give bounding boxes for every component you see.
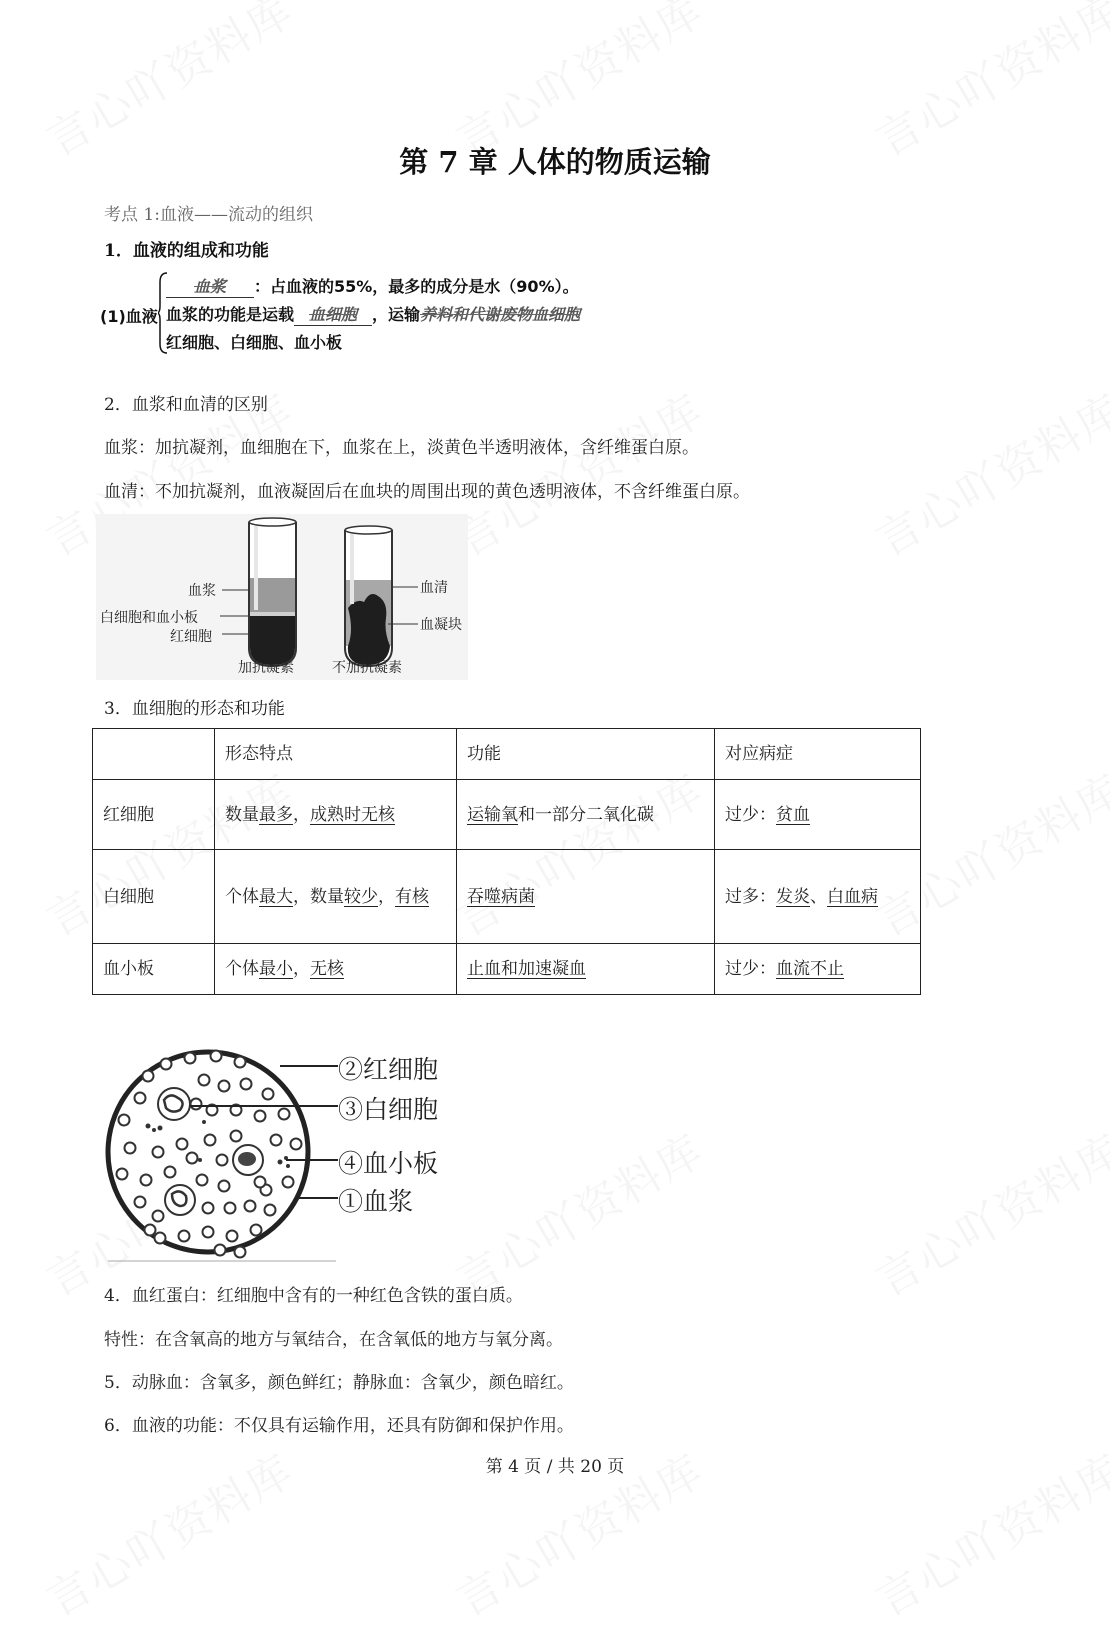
table-header-cell: 形态特点 bbox=[215, 729, 457, 780]
blood-composition-bracket bbox=[100, 268, 660, 358]
white-blood-cell bbox=[158, 1088, 190, 1120]
red-blood-cell bbox=[141, 1175, 152, 1186]
cell-name: 红细胞 bbox=[93, 780, 215, 850]
red-blood-cell bbox=[211, 1051, 222, 1062]
red-blood-cell bbox=[255, 1177, 266, 1188]
test-tube-figure bbox=[96, 514, 468, 680]
underlined-answer: 有核 bbox=[395, 886, 429, 907]
underlined-answer: 最多 bbox=[259, 804, 293, 825]
red-blood-cell bbox=[177, 1139, 188, 1150]
cell-function bbox=[457, 944, 715, 995]
serum-description: 血清：不加抗凝剂，血液凝固后在血块的周围出现的黄色透明液体，不含纤维蛋白原。 bbox=[104, 482, 750, 502]
underlined-answer: 白血病 bbox=[827, 886, 878, 907]
caption-anticoagulant: 加抗凝素 bbox=[238, 660, 294, 676]
label-plasma: ①血浆 bbox=[338, 1187, 414, 1216]
underlined-answer: 无核 bbox=[310, 959, 344, 979]
cell-morph bbox=[215, 850, 457, 944]
table-row bbox=[93, 780, 921, 850]
section-2-heading: 2．血浆和血清的区别 bbox=[104, 395, 268, 415]
cell-text: ， bbox=[293, 959, 310, 979]
red-blood-cell bbox=[251, 1225, 262, 1236]
red-blood-cell bbox=[219, 1081, 230, 1092]
table-row bbox=[93, 850, 921, 944]
table-header-row bbox=[93, 729, 921, 780]
red-blood-cell bbox=[235, 1247, 246, 1258]
plasma-description: 血浆：加抗凝剂，血细胞在下，血浆在上，淡黄色半透明液体，含纤维蛋白原。 bbox=[104, 438, 699, 458]
red-blood-cell bbox=[203, 1203, 214, 1214]
watermark-text bbox=[862, 375, 1110, 568]
underlined-answer: 贫血 bbox=[776, 804, 810, 825]
red-blood-cell bbox=[145, 1225, 156, 1236]
cell-disease bbox=[715, 944, 921, 995]
cell-disease bbox=[715, 850, 921, 944]
red-blood-cell bbox=[153, 1211, 164, 1222]
table-header-cell: 功能 bbox=[457, 729, 715, 780]
hemoglobin-property: 特性：在含氧高的地方与氧结合，在含氧低的地方与氧分离。 bbox=[104, 1330, 563, 1350]
red-blood-cell bbox=[263, 1089, 274, 1100]
red-blood-cell bbox=[283, 1177, 294, 1188]
blood-cell-table bbox=[92, 728, 921, 995]
red-blood-cell bbox=[265, 1205, 276, 1216]
cell-text: 个体 bbox=[225, 886, 259, 907]
label-wbc-platelet: 白细胞和血小板 bbox=[100, 610, 198, 626]
label-red-blood-cell: ②红细胞 bbox=[338, 1055, 439, 1084]
test-tube-drawing bbox=[96, 514, 468, 680]
white-blood-cell bbox=[233, 1145, 263, 1175]
red-blood-cell bbox=[215, 1245, 226, 1256]
blank-plasma: 血浆 bbox=[166, 274, 254, 298]
underlined-answer: 吞噬病菌 bbox=[467, 886, 535, 907]
red-blood-cell bbox=[235, 1057, 246, 1068]
red-blood-cell bbox=[255, 1111, 266, 1122]
label-platelet: ④血小板 bbox=[338, 1149, 439, 1178]
red-blood-cell bbox=[225, 1203, 236, 1214]
red-blood-cell bbox=[153, 1147, 164, 1158]
blood-smear-figure bbox=[100, 1040, 460, 1266]
red-blood-cell bbox=[227, 1231, 238, 1242]
composition-line-1 bbox=[166, 274, 579, 298]
line2-text-a: 血浆的功能是运载 bbox=[166, 305, 295, 324]
page-footer: 第 4 页 / 共 20 页 bbox=[485, 1457, 625, 1477]
cell-text: 、 bbox=[810, 886, 827, 907]
bracket-lead: (1)血液 bbox=[100, 307, 158, 326]
red-blood-cell bbox=[199, 1075, 210, 1086]
underlined-answer: 较少 bbox=[344, 886, 378, 907]
red-blood-cell bbox=[245, 1201, 256, 1212]
red-blood-cell bbox=[291, 1139, 302, 1150]
red-blood-cell bbox=[197, 1175, 208, 1186]
cell-text: ， bbox=[378, 886, 395, 907]
label-white-blood-cell: ③白细胞 bbox=[338, 1095, 439, 1124]
label-clot: 血凝块 bbox=[420, 617, 462, 633]
red-blood-cell bbox=[187, 1153, 198, 1164]
caption-no-anticoagulant: 不加抗凝素 bbox=[332, 660, 402, 676]
underlined-answer: 发炎 bbox=[776, 886, 810, 907]
blank-nutrients: 养料和代谢废物血细胞 bbox=[420, 305, 581, 324]
cell-name: 血小板 bbox=[93, 944, 215, 995]
cell-text: ，数量 bbox=[293, 886, 344, 907]
red-blood-cell bbox=[231, 1131, 242, 1142]
red-blood-cell bbox=[143, 1071, 154, 1082]
underlined-answer: 血流不止 bbox=[776, 959, 844, 979]
label-serum: 血清 bbox=[420, 580, 448, 596]
blank-blood-cells: 血细胞 bbox=[294, 302, 372, 326]
composition-line-2 bbox=[166, 302, 580, 326]
line2-text-b: ，运输 bbox=[372, 305, 421, 324]
watermark-text bbox=[442, 1115, 713, 1308]
red-blood-cell bbox=[217, 1155, 228, 1166]
red-blood-cell bbox=[279, 1109, 290, 1120]
table-header-cell bbox=[93, 729, 215, 780]
line1-text: ：占血液的55%，最多的成分是水（90%）。 bbox=[254, 277, 579, 296]
underlined-answer: 最大 bbox=[259, 886, 293, 907]
red-blood-cell bbox=[119, 1115, 130, 1126]
cell-text: 数量 bbox=[225, 804, 259, 825]
topic-label: 考点 1:血液——流动的组织 bbox=[104, 205, 313, 225]
red-blood-cell bbox=[165, 1167, 176, 1178]
red-blood-cell bbox=[219, 1181, 230, 1192]
red-blood-cell bbox=[241, 1079, 252, 1090]
cell-function bbox=[457, 850, 715, 944]
red-blood-cell bbox=[271, 1135, 282, 1146]
section-3-heading: 3．血细胞的形态和功能 bbox=[104, 699, 285, 719]
cell-morph bbox=[215, 780, 457, 850]
hemoglobin-text: 4．血红蛋白：红细胞中含有的一种红色含铁的蛋白质。 bbox=[104, 1286, 523, 1306]
label-plasma: 血浆 bbox=[188, 583, 216, 599]
red-blood-cell bbox=[135, 1197, 146, 1208]
cell-text: 过多： bbox=[725, 886, 776, 907]
label-rbc: 红细胞 bbox=[170, 629, 212, 645]
section-1-heading: 1．血液的组成和功能 bbox=[104, 241, 269, 261]
underlined-answer: 运输氧 bbox=[467, 804, 518, 825]
page-title: 第 7 章 人体的物质运输 bbox=[399, 145, 711, 179]
cell-morph bbox=[215, 944, 457, 995]
red-blood-cell bbox=[117, 1169, 128, 1180]
red-blood-cell bbox=[191, 1099, 202, 1110]
underlined-answer: 最小 bbox=[259, 959, 293, 979]
cell-text: 过少： bbox=[725, 804, 776, 825]
cell-name: 白细胞 bbox=[93, 850, 215, 944]
cell-function bbox=[457, 780, 715, 850]
underlined-answer: 止血和加速凝血 bbox=[467, 959, 586, 979]
cell-text: 过少： bbox=[725, 959, 776, 979]
composition-line-3: 红细胞、白细胞、血小板 bbox=[166, 333, 343, 352]
underlined-answer: 成熟时无核 bbox=[310, 804, 395, 825]
red-blood-cell bbox=[205, 1135, 216, 1146]
table-header-cell: 对应病症 bbox=[715, 729, 921, 780]
red-blood-cell bbox=[161, 1059, 172, 1070]
red-blood-cell bbox=[155, 1233, 166, 1244]
blood-function-text: 6．血液的功能：不仅具有运输作用，还具有防御和保护作用。 bbox=[104, 1416, 574, 1436]
cell-text: 和一部分二氧化碳 bbox=[518, 804, 654, 825]
cell-text: 个体 bbox=[225, 959, 259, 979]
cell-disease bbox=[715, 780, 921, 850]
red-blood-cell bbox=[135, 1093, 146, 1104]
watermark-text bbox=[862, 1115, 1110, 1308]
cell-text: ， bbox=[293, 804, 310, 825]
red-blood-cell bbox=[203, 1227, 214, 1238]
table-row bbox=[93, 944, 921, 995]
blood-types-text: 5．动脉血：含氧多，颜色鲜红；静脉血：含氧少，颜色暗红。 bbox=[104, 1373, 574, 1393]
white-blood-cell bbox=[165, 1185, 195, 1215]
red-blood-cell bbox=[185, 1053, 196, 1064]
watermark-text bbox=[442, 375, 713, 568]
red-blood-cell bbox=[125, 1143, 136, 1154]
red-blood-cell bbox=[179, 1231, 190, 1242]
